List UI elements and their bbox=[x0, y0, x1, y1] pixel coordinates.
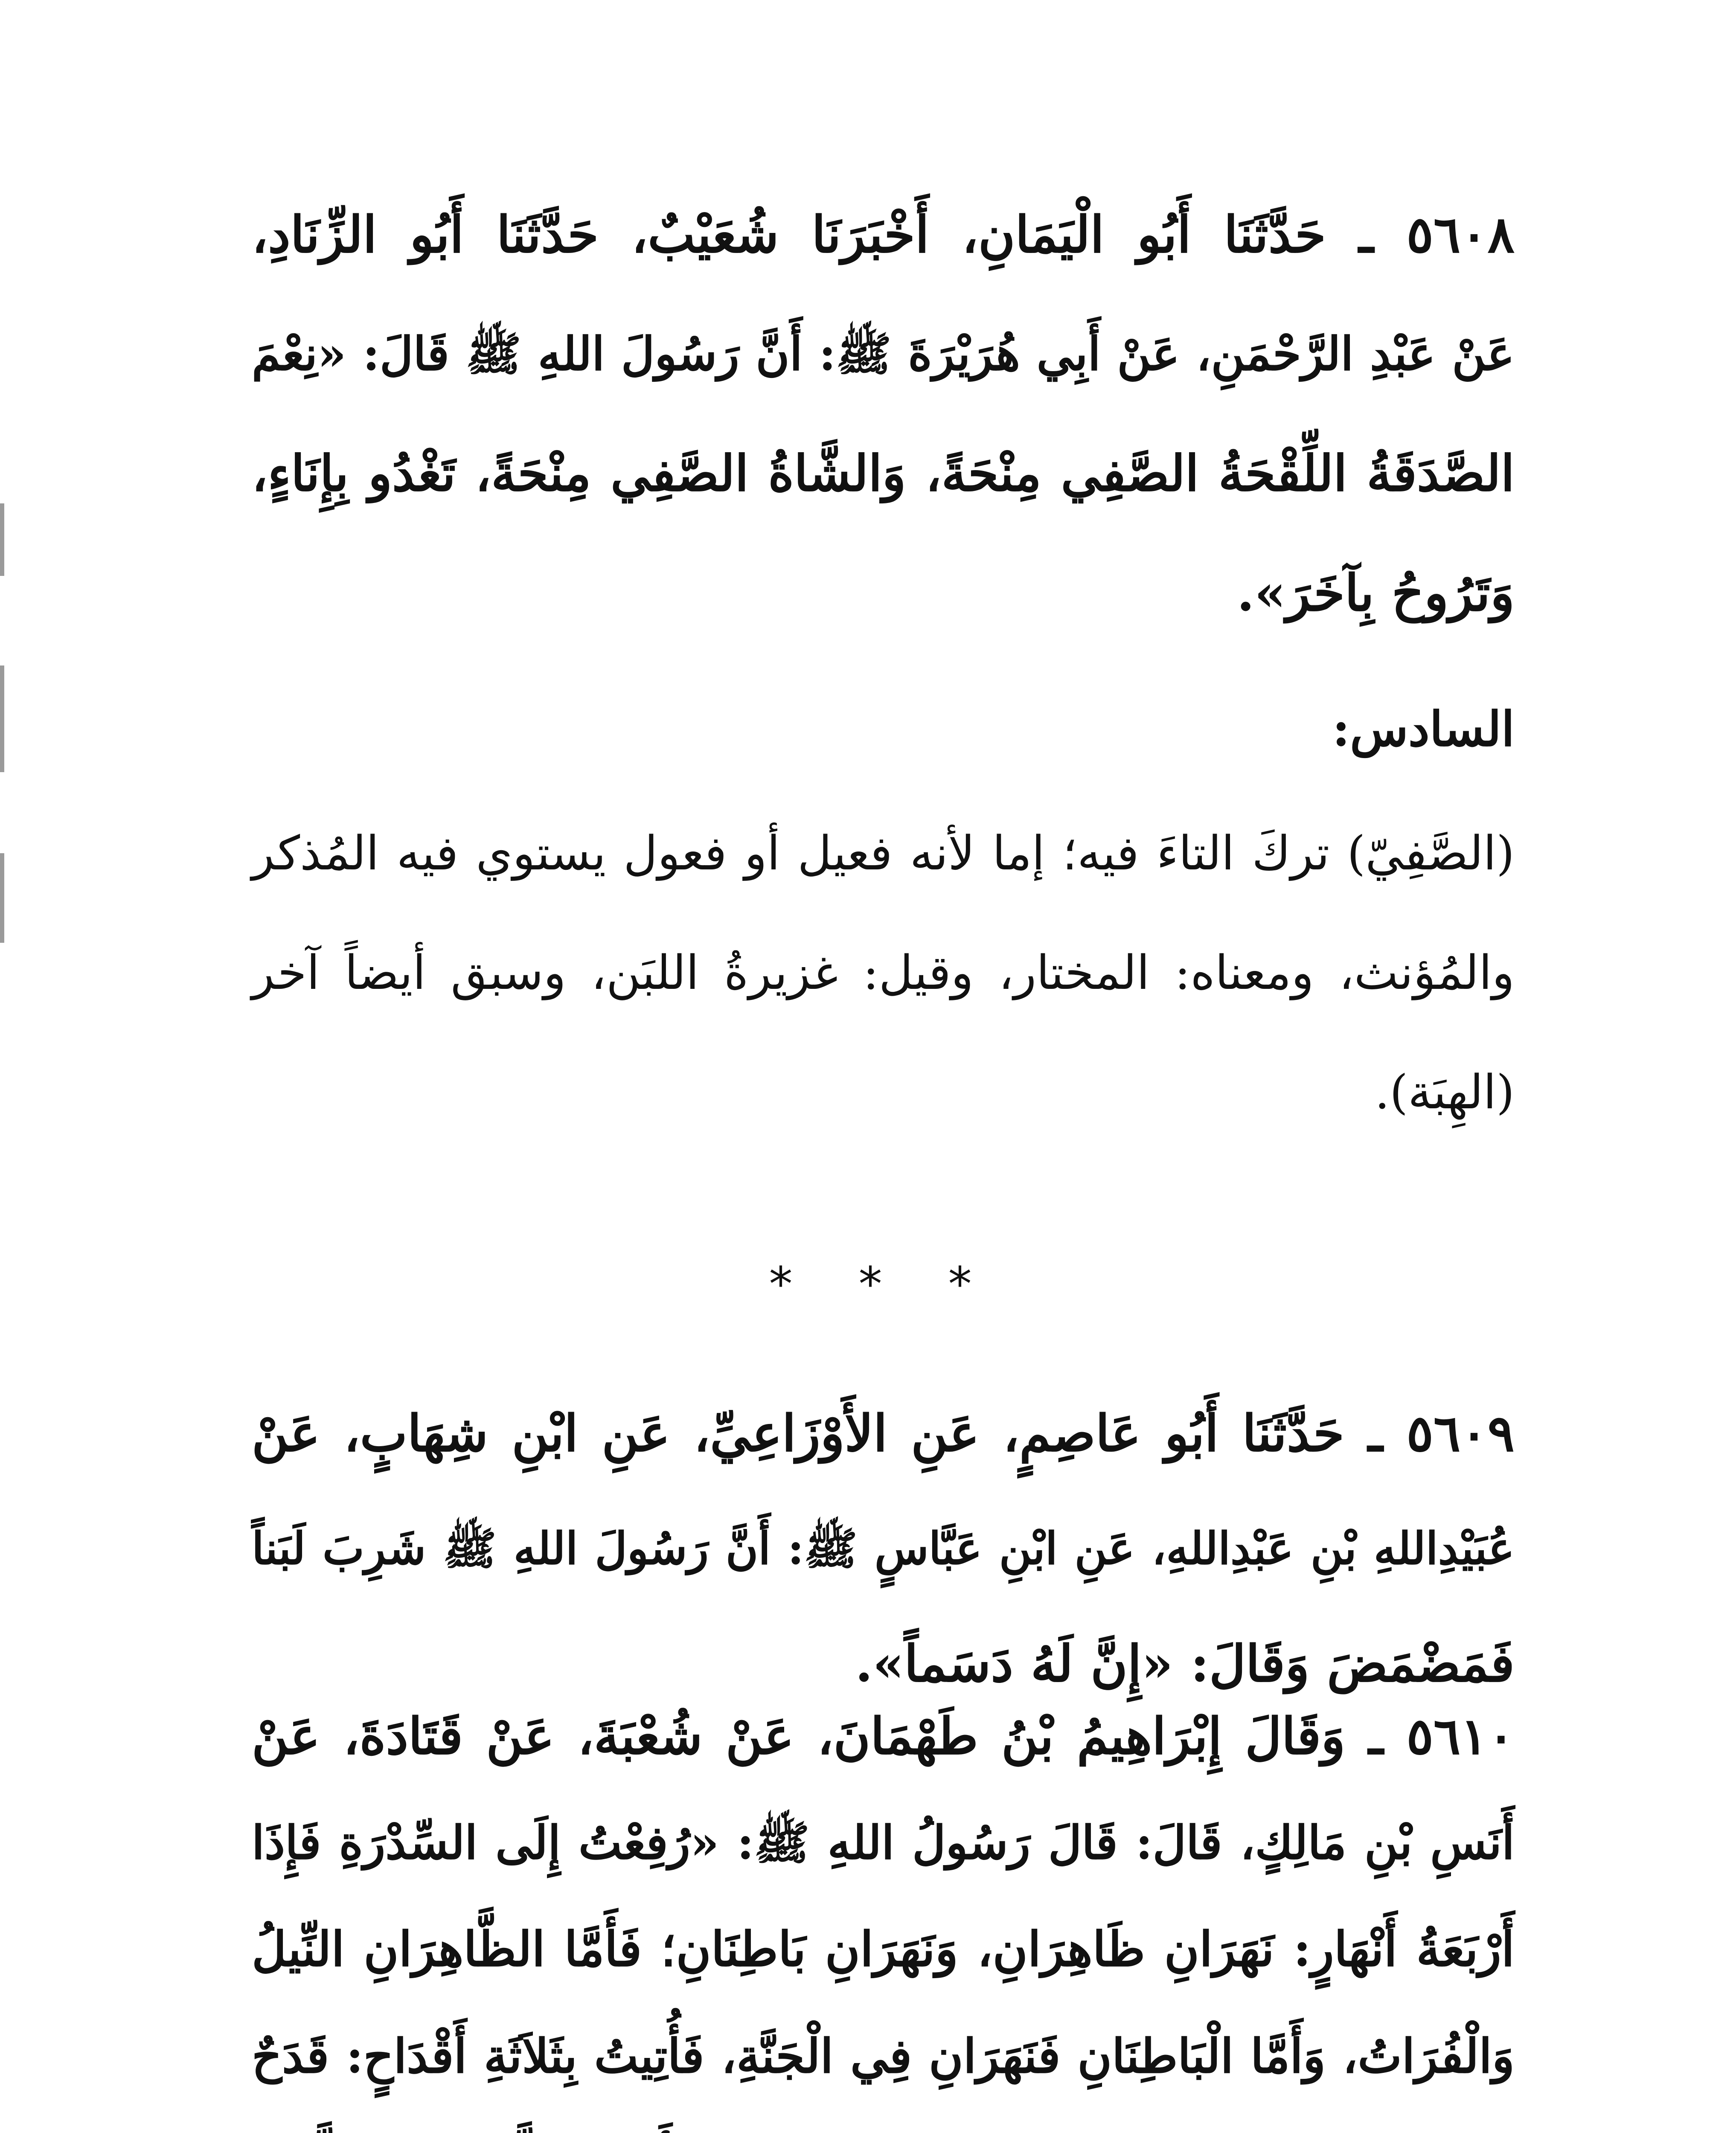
text-line: (الهِبَة). bbox=[1375, 1065, 1515, 1119]
text-line: فَمَضْمَضَ وَقَالَ: «إِنَّ لَهُ دَسَماً». bbox=[855, 1634, 1515, 1693]
text-line: الصَّدَقَةُ اللِّقْحَةُ الصَّفِي مِنْحَةً، وَالشَّاةُ الصَّفِي مِنْحَةً، تَغْدُو بِإِنَاءٍ، bbox=[252, 445, 1515, 503]
section-heading: السادس: bbox=[1332, 701, 1515, 757]
text-line: والمُؤنث، ومعناه: المختار، وقيل: غزيرةُ اللبَن، وسبق أيضاً آخر bbox=[252, 945, 1515, 1000]
text-line: ٥٦١٠ ـ وَقَالَ إِبْرَاهِيمُ بْنُ طَهْمَانَ، عَنْ شُعْبَةَ، عَنْ قَتَادَةَ، عَنْ bbox=[252, 1706, 1515, 1766]
section-separator: * * * bbox=[769, 1257, 997, 1311]
text-line bbox=[252, 2112, 1515, 2133]
text-line: أَنَسِ بْنِ مَالِكٍ، قَالَ: قَالَ رَسُولُ اللهِ ﷺ: «رُفِعْتُ إِلَى السِّدْرَةِ فَإِذَا bbox=[252, 1816, 1515, 1870]
text-line: عَنْ عَبْدِ الرَّحْمَنِ، عَنْ أَبِي هُرَيْرَةَ ﷺ: أَنَّ رَسُولَ اللهِ ﷺ قَالَ: «نِعْمَ bbox=[252, 327, 1515, 381]
text-line: أَرْبَعَةُ أَنْهَارٍ: نَهَرَانِ ظَاهِرَانِ، وَنَهَرَانِ بَاطِنَانِ؛ فَأَمَّا الظَّاهِرَانِ النِّيلُ bbox=[252, 1921, 1515, 1977]
text-line: وَتَرُوحُ بِآخَرَ». bbox=[1237, 563, 1515, 622]
left-edge-mark bbox=[0, 853, 4, 943]
text-line: وَالْفُرَاتُ، وَأَمَّا الْبَاطِنَانِ فَنَهَرَانِ فِي الْجَنَّةِ، فَأُتِيتُ بِثَلاَثَةِ أَقْدَاحٍ: قَدَحٌ bbox=[252, 2028, 1515, 2084]
left-edge-mark bbox=[0, 665, 4, 772]
text-line: (الصَّفِيّ) تركَ التاءَ فيه؛ إما لأنه فعيل أو فعول يستوي فيه المُذكر bbox=[252, 826, 1515, 881]
text-line: عُبَيْدِاللهِ بْنِ عَبْدِاللهِ، عَنِ ابْنِ عَبَّاسٍ ﷺ: أَنَّ رَسُولَ اللهِ ﷺ شَرِبَ لَبَناً bbox=[252, 1522, 1515, 1575]
left-edge-mark bbox=[0, 503, 4, 576]
text-line: ٥٦٠٩ ـ حَدَّثَنَا أَبُو عَاصِمٍ، عَنِ الأَوْزَاعِيِّ، عَنِ ابْنِ شِهَابٍ، عَنْ bbox=[252, 1404, 1515, 1463]
text-line: ٥٦٠٨ ـ حَدَّثَنَا أَبُو الْيَمَانِ، أَخْبَرَنَا شُعَيْبٌ، حَدَّثَنَا أَبُو الزِّنَادِ، bbox=[252, 205, 1515, 264]
document-page bbox=[252, 183, 1515, 2133]
